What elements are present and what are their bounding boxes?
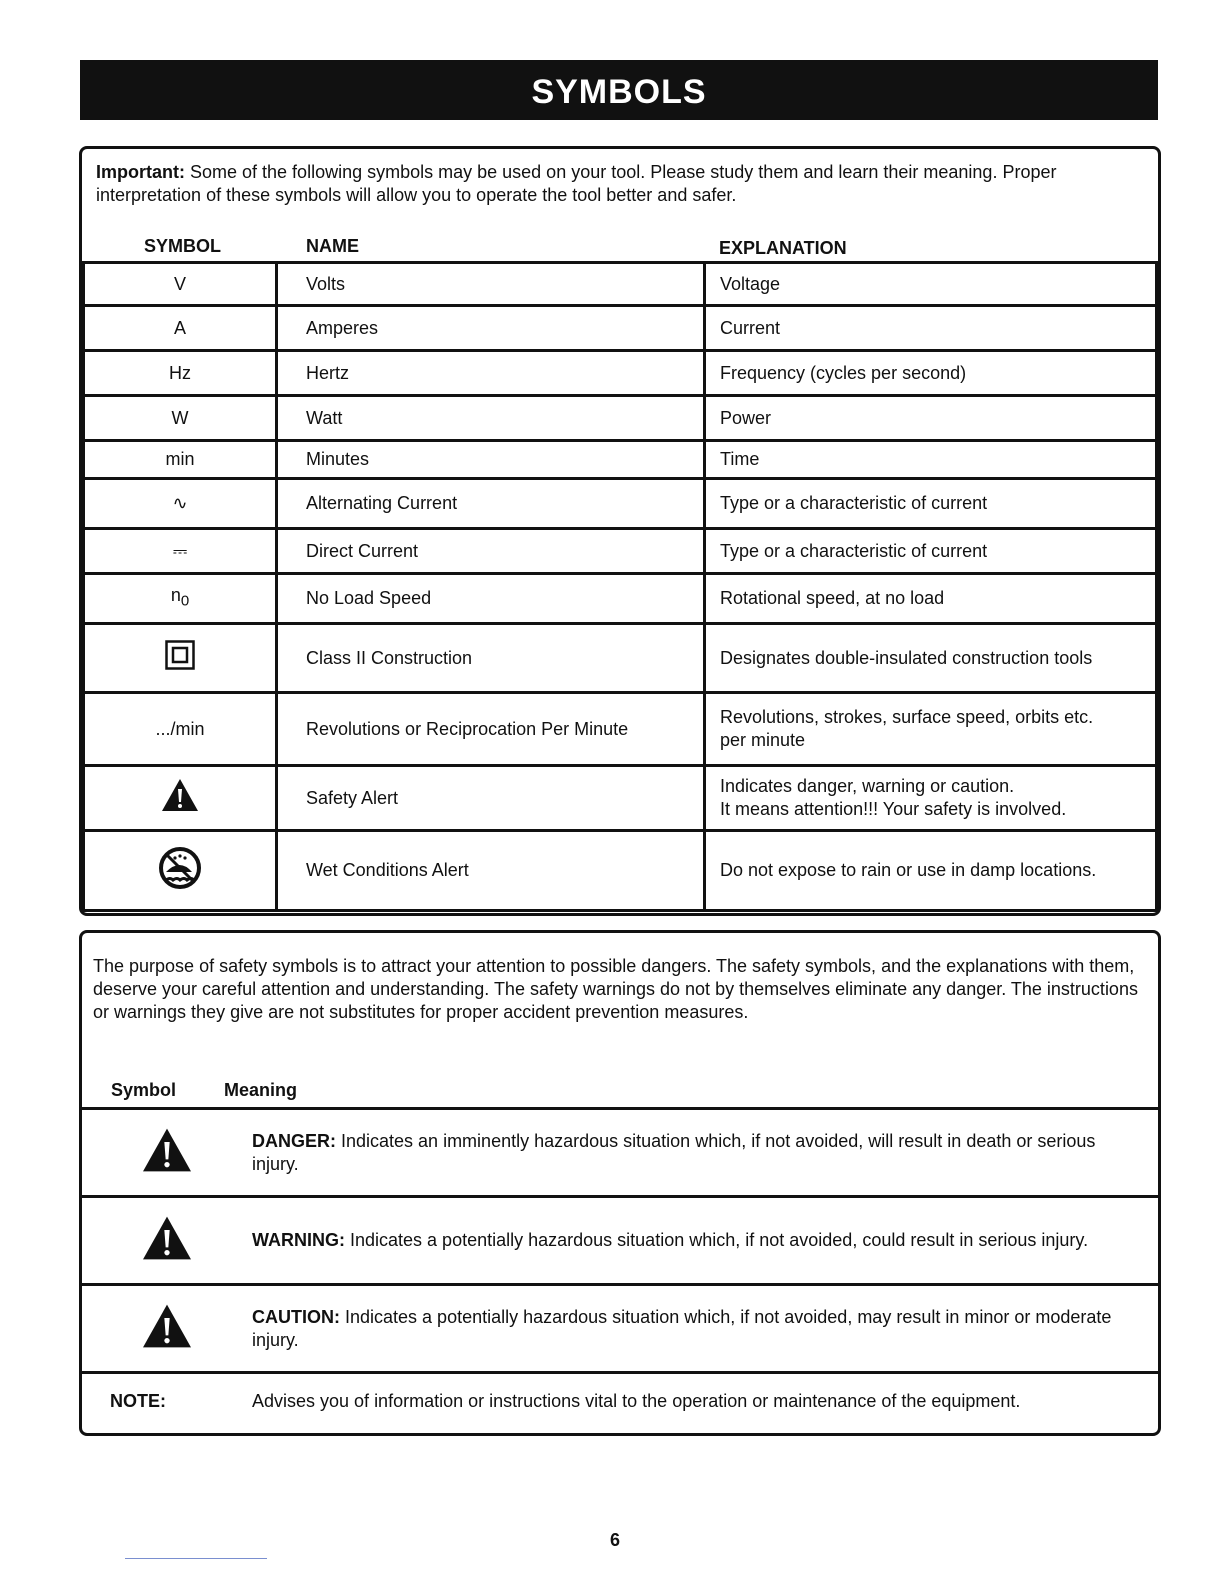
explanation-cell (705, 396, 1157, 441)
explanation-text: Type or a characteristic of current (720, 540, 988, 561)
symbol-text: min (165, 449, 195, 469)
meaning-cell (251, 1285, 1158, 1373)
explanation-cell (705, 306, 1157, 351)
symbol-cell (84, 529, 277, 574)
name-text: Minutes (306, 449, 370, 469)
safety-box (79, 930, 1161, 1436)
note-row (82, 1373, 1158, 1429)
table-row (84, 766, 1157, 831)
explanation-cell (705, 529, 1157, 574)
name-cell (277, 306, 705, 351)
explanation-text: Indicates danger, warning or caution. (720, 776, 1015, 796)
symbol-text: ∿ (172, 493, 188, 513)
explanation-cell (705, 693, 1157, 766)
symbol-cell (84, 396, 277, 441)
table-row (84, 306, 1157, 351)
symbol-text: W (171, 407, 189, 428)
table-row (84, 624, 1157, 693)
name-text: Class II Construction (306, 647, 473, 668)
purpose-text: The purpose of safety symbols is to attract your attention to possible dangers. The safety symbols, and the explanations with them, deserve your careful attention and understanding. The safety warnings do not by themselves eliminate any danger. The instructions or warnings they give are not substitutes for proper accident prevention measures. (93, 956, 1138, 1022)
explanation-text: Revolutions, strokes, surface speed, orbits etc. per minute (720, 707, 1094, 750)
name-cell (277, 766, 705, 831)
explanation-text-2: It means attention!!! Your safety is involved. (720, 799, 1067, 819)
name-cell (277, 831, 705, 911)
page-title: SYMBOLS (80, 60, 1158, 120)
intro-text (96, 161, 1146, 207)
name-text: Safety Alert (306, 787, 399, 808)
class-ii-square-icon (165, 654, 195, 674)
symbol-cell (84, 766, 277, 831)
name-cell (277, 396, 705, 441)
name-text: Direct Current (306, 540, 419, 561)
name-text: Hertz (306, 362, 350, 383)
symbol-text: Hz (169, 362, 191, 383)
table-row (84, 831, 1157, 911)
signal-word: WARNING: (252, 1230, 345, 1250)
symbol-cell (84, 479, 277, 529)
header-explanation: EXPLANATION (719, 238, 847, 258)
signal-row (82, 1109, 1158, 1197)
explanation-cell (705, 574, 1157, 624)
explanation-text: Frequency (cycles per second) (720, 362, 967, 383)
name-text: Wet Conditions Alert (306, 860, 469, 880)
intro-label: Important: (96, 162, 185, 182)
name-cell (277, 351, 705, 396)
explanation-cell (705, 766, 1157, 831)
safety-alert-triangle-icon (82, 1197, 251, 1285)
signal-row (82, 1285, 1158, 1373)
note-label: NOTE: (82, 1373, 251, 1429)
table-row (84, 263, 1157, 306)
symbol-cell (84, 831, 277, 911)
table-row (84, 441, 1157, 479)
symbol-cell (84, 693, 277, 766)
symbols-table (82, 261, 1158, 912)
signal-words-table (82, 1107, 1158, 1429)
symbol-text: A (173, 317, 186, 338)
wet-conditions-icon (158, 874, 202, 894)
intro-body: Some of the following symbols may be used on your tool. Please study them and learn their meaning. Proper interpretation of these symbols will allow you to operate the tool better and safer. (96, 162, 1057, 205)
table-row (84, 574, 1157, 624)
table-row (84, 351, 1157, 396)
explanation-cell (705, 624, 1157, 693)
symbol-cell (84, 574, 277, 624)
explanation-text: Power (720, 407, 772, 428)
name-text: Amperes (306, 317, 379, 338)
symbol-text: n (170, 585, 181, 606)
explanation-cell (705, 263, 1157, 306)
explanation-text: Rotational speed, at no load (720, 588, 945, 608)
explanation-cell (705, 831, 1157, 911)
name-text: Volts (306, 273, 346, 294)
name-cell (277, 263, 705, 306)
meaning-cell (251, 1197, 1158, 1285)
symbol-text: .../min (155, 718, 205, 739)
symbol-text: ⎓ (172, 540, 188, 561)
name-cell (277, 624, 705, 693)
symbol-cell (84, 351, 277, 396)
explanation-cell (705, 351, 1157, 396)
signal-word: DANGER: (252, 1130, 336, 1151)
explanation-text: Type or a characteristic of current (720, 493, 988, 513)
symbol-cell (84, 624, 277, 693)
table-row (84, 479, 1157, 529)
symbol-text: V (173, 273, 186, 294)
symbol-cell (84, 441, 277, 479)
symbol-subscript: 0 (180, 592, 190, 610)
page-number: 6 (610, 1530, 621, 1550)
name-text: Watt (306, 407, 343, 428)
name-cell (277, 479, 705, 529)
symbol-cell (84, 306, 277, 351)
safety-alert-triangle-icon (160, 797, 200, 817)
symbols-box (79, 146, 1161, 916)
name-cell (277, 441, 705, 479)
header-name: NAME (306, 236, 359, 256)
divider-line (125, 1558, 267, 1559)
name-text: Revolutions or Reciprocation Per Minute (306, 718, 629, 739)
name-cell (277, 574, 705, 624)
table-row (84, 693, 1157, 766)
explanation-text: Current (720, 317, 781, 338)
note-text: Advises you of information or instructions vital to the operation or maintenance of the equipment. (251, 1373, 1158, 1429)
explanation-cell (705, 479, 1157, 529)
name-text: No Load Speed (306, 588, 432, 608)
safety-alert-triangle-icon (82, 1285, 251, 1373)
signal-row (82, 1197, 1158, 1285)
meaning-cell (251, 1109, 1158, 1197)
explanation-cell (705, 441, 1157, 479)
meaning-text: Indicates a potentially hazardous situation which, if not avoided, may result in minor or moderate injury. (252, 1306, 1112, 1350)
header-meaning: Meaning (224, 1080, 298, 1100)
explanation-text: Voltage (720, 273, 781, 294)
table-row (84, 396, 1157, 441)
symbol-cell (84, 263, 277, 306)
name-cell (277, 693, 705, 766)
explanation-text: Do not expose to rain or use in damp locations. (720, 860, 1097, 880)
meaning-text: Indicates an imminently hazardous situation which, if not avoided, will result in death or serious injury. (252, 1130, 1096, 1174)
name-cell (277, 529, 705, 574)
meaning-text: Indicates a potentially hazardous situation which, if not avoided, could result in serious injury. (345, 1230, 1089, 1250)
header-symbol2: Symbol (111, 1080, 177, 1100)
signal-word: CAUTION: (252, 1306, 340, 1327)
table-row (84, 529, 1157, 574)
explanation-text: Time (720, 449, 760, 469)
header-symbol: SYMBOL (144, 236, 222, 256)
safety-alert-triangle-icon (82, 1109, 251, 1197)
name-text: Alternating Current (306, 493, 458, 513)
explanation-text: Designates double-insulated construction tools (720, 647, 1093, 668)
